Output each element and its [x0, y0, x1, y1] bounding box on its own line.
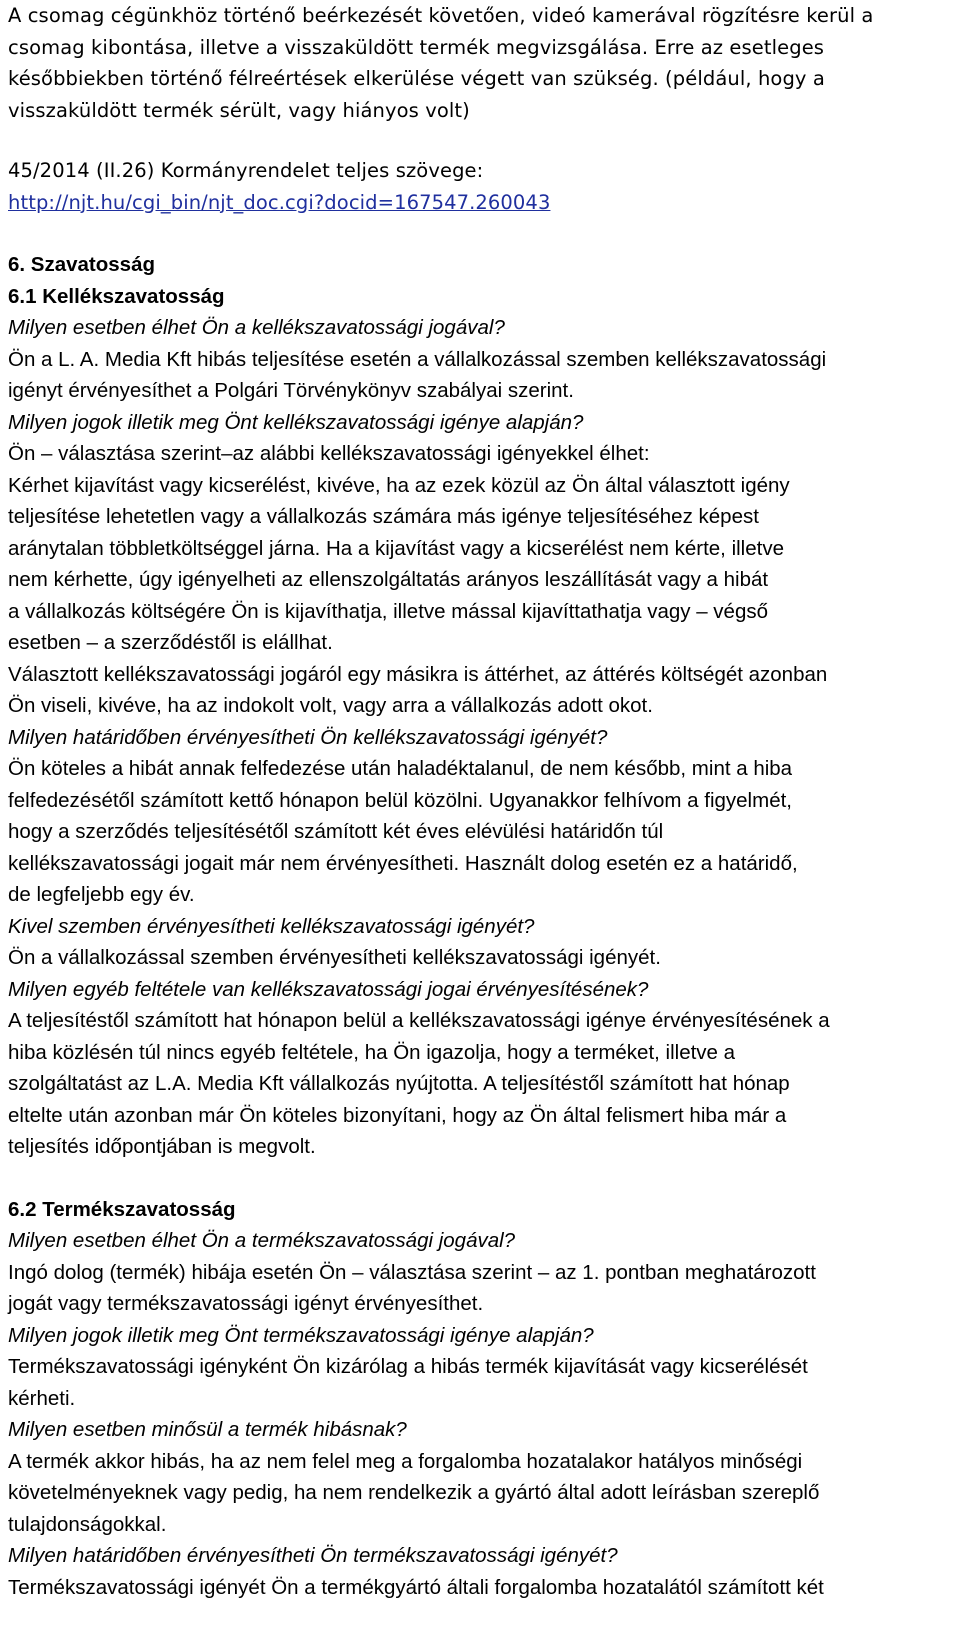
answer-line: de legfeljebb egy év. — [8, 883, 195, 906]
question: Kivel szemben érvényesítheti kellékszavatossági igényét? — [8, 914, 535, 938]
question: Milyen esetben minősül a termék hibásnak? — [8, 1418, 407, 1441]
answer-line: igényt érvényesíthet a Polgári Törvénykönyv szabályai szerint. — [8, 379, 574, 402]
answer-line: Ön – választása szerint–az alábbi kellékszavatossági igényekkel élhet: — [8, 442, 650, 465]
answer-line: nem kérhette, úgy igényelheti az ellenszolgáltatás arányos leszállítását vagy a hibát — [8, 568, 769, 591]
answer-line: Választott kellékszavatossági jogáról egy másikra is áttérhet, az áttérés költségét azonban — [8, 662, 828, 686]
answer-line: Termékszavatossági igényként Ön kizárólag a hibás termék kijavítását vagy kicserélését — [8, 1355, 808, 1378]
answer-line: Ingó dolog (termék) hibája esetén Ön – választása szerint – az 1. pontban meghatározott — [8, 1260, 816, 1284]
spacer — [8, 1163, 954, 1194]
question: Milyen jogok illetik meg Önt kellékszavatossági igénye alapján? — [8, 410, 584, 434]
intro-line: A csomag cégünkhöz történő beérkezését követően, videó kamerával rögzítésre kerül a — [8, 4, 874, 27]
answer-line: Termékszavatossági igényét Ön a termékgyártó általi forgalomba hozatalától számított két — [8, 1575, 824, 1599]
decree-label: 45/2014 (II.26) Kormányrendelet teljes szövege: — [8, 159, 484, 182]
answer-line: teljesítés időpontjában is megvolt. — [8, 1135, 316, 1158]
answer-line: felfedezésétől számított kettő hónapon belül közölni. Ugyanakkor felhívom a figyelmét, — [8, 788, 792, 812]
question: Milyen egyéb feltétele van kellékszavatossági jogai érvényesítésének? — [8, 977, 649, 1001]
section-6-1-heading: 6.1 Kellékszavatosság — [8, 284, 225, 308]
answer-line: A termék akkor hibás, ha az nem felel meg a forgalomba hozatalakor hatályos minőségi — [8, 1449, 803, 1473]
decree-link[interactable]: http://njt.hu/cgi_bin/njt_doc.cgi?docid=167547.260043 — [8, 190, 551, 214]
section-6-2-heading: 6.2 Termékszavatosság — [8, 1197, 236, 1221]
answer-line: tulajdonságokkal. — [8, 1512, 167, 1536]
answer-line: Kérhet kijavítást vagy kicserélést, kivéve, ha az ezek közül az Ön által választott igény — [8, 473, 790, 497]
answer-line: kellékszavatossági jogait már nem érvényesítheti. Használt dolog esetén ez a határidő, — [8, 851, 798, 875]
spacer — [8, 218, 954, 249]
intro-line: visszaküldött termék sérült, vagy hiányos volt) — [8, 98, 470, 122]
question: Milyen határidőben érvényesítheti Ön kellékszavatossági igényét? — [8, 725, 608, 749]
answer-line: eltelte után azonban már Ön köteles bizonyítani, hogy az Ön által felismert hiba már a — [8, 1103, 787, 1127]
answer-line: szolgáltatást az L.A. Media Kft vállalkozás nyújtotta. A teljesítéstől számított hat hónap — [8, 1072, 790, 1095]
answer-line: Ön köteles a hibát annak felfedezése után haladéktalanul, de nem később, mint a hiba — [8, 757, 793, 780]
section-6-heading: 6. Szavatosság — [8, 253, 155, 276]
answer-line: esetben – a szerződéstől is elállhat. — [8, 631, 333, 654]
answer-line: A teljesítéstől számított hat hónapon belül a kellékszavatossági igénye érvényesítésének a — [8, 1009, 830, 1032]
question: Milyen határidőben érvényesítheti Ön termékszavatossági igényét? — [8, 1544, 618, 1567]
answer-line: kérheti. — [8, 1386, 76, 1410]
answer-line: aránytalan többletköltséggel járna. Ha a kijavítást vagy a kicserélést nem kérte, illetve — [8, 536, 784, 560]
answer-line: Ön a L. A. Media Kft hibás teljesítése esetén a vállalkozással szemben kellékszavatossági — [8, 347, 827, 371]
answer-line: követelményeknek vagy pedig, ha nem rendelkezik a gyártó által adott leírásban szereplő — [8, 1481, 820, 1504]
intro-line: csomag kibontása, illetve a visszaküldött termék megvizsgálása. Erre az esetleges — [8, 35, 825, 59]
spacer — [8, 126, 954, 155]
answer-line: hiba közlésén túl nincs egyéb feltétele, ha Ön igazolja, hogy a terméket, illetve a — [8, 1040, 736, 1064]
answer-line: Ön viseli, kivéve, ha az indokolt volt, vagy arra a vállalkozás adott okot. — [8, 694, 653, 717]
answer-line: a vállalkozás költségére Ön is kijavíthatja, illetve mással kijavíttathatja vagy – végső — [8, 599, 769, 623]
answer-line: jogát vagy termékszavatossági igényt érvényesíthet. — [8, 1292, 484, 1315]
question: Milyen esetben élhet Ön a kellékszavatossági jogával? — [8, 316, 505, 339]
question: Milyen jogok illetik meg Önt termékszavatossági igénye alapján? — [8, 1323, 594, 1347]
question: Milyen esetben élhet Ön a termékszavatossági jogával? — [8, 1229, 516, 1252]
answer-line: Ön a vállalkozással szemben érvényesítheti kellékszavatossági igényét. — [8, 946, 661, 969]
answer-line: hogy a szerződés teljesítésétől számított két éves elévülési határidőn túl — [8, 820, 664, 843]
answer-line: teljesítése lehetetlen vagy a vállalkozás számára más igénye teljesítéséhez képest — [8, 505, 759, 528]
intro-line: későbbiekben történő félreértések elkerülése végett van szükség. (például, hogy a — [8, 67, 825, 90]
